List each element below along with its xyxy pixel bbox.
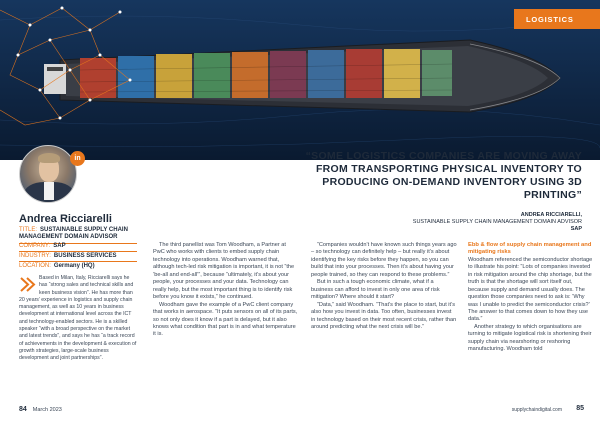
title-value: SUSTAINABLE SUPPLY CHAIN MANAGEMENT DOMAIN ADVISOR: [19, 227, 128, 241]
bio-text: Based in Milan, Italy, Ricciarelli says he has “strong sales and technical skills and keen business vision”. He has more than 20 years’ experience in logistics and supply chain management, as well as 10 years in business development at international level across the ICT and technology-enabled sectors. He is a skilled speaker “with a broad perspective on the market and latest trends”, and says he has “a track record of achievements in the development & execution of growth strategies, large-scale business development and joint partnerships”.: [19, 275, 137, 362]
subheading: Ebb & flow of supply chain management and mitigating risks: [468, 242, 592, 256]
paragraph: Another strategy to which organisations are turning to mitigate logistical risk is shortening their supply chain via nearshoring or reshoring manufacturing. Woodham told: [468, 323, 592, 353]
title-key: TITLE:: [19, 227, 38, 233]
company-value: SAP: [53, 243, 66, 249]
paragraph: Woodham referenced the semiconductor shortage to illustrate his point: “Lots of companies invested in risk mitigation around the chip shortage, but the truth is that the shortage will sort itself out, because supply and demand usually does. The question those companies need to ask is: ‘Why was I unable to predict the semiconductor crisis?’ The answer to that comes down to how they use data.”: [468, 256, 593, 323]
industry-value: BUSINESS SERVICES: [53, 253, 117, 259]
page-number-right: 85: [576, 405, 584, 412]
paragraph: “Data,” said Woodham. “That’s the place to start, but it’s also how you invest in data. Too often, businesses invest in technology based on their most recent crisis, rather than around predicting what the next crisis will be.”: [311, 301, 457, 330]
profile-industry: [19, 253, 137, 262]
pull-quote: “SOME LOGISTICS COMPANIES ARE MOVING AWAY FROM TRANSPORTING PHYSICAL INVENTORY TO PRODUCING ON-DEMAND INVENTORY USING 3D PRINTING”: [305, 150, 582, 201]
issue-date: March 2023: [32, 407, 62, 413]
body-column-2: [311, 242, 457, 331]
profile-title: [19, 227, 137, 244]
website[interactable]: supplychaindigital.com: [511, 407, 562, 413]
attribution-role: SUSTAINABLE SUPPLY CHAIN MANAGEMENT DOMAIN ADVISOR: [412, 219, 582, 225]
profile-bio: [19, 275, 139, 363]
paragraph: The third panellist was Tom Woodham, a Partner at PwC who works with clients to embed supply chain technology into operations. Woodham warned that, although tech-led risk mitigation is important, it is not “the ‘be-all and end-all’”, because “ultimately, it’s about your people, your processes and your data. Technology can really help, but the most important thing is to identify risk before you know it exists,” he continued.: [153, 242, 295, 301]
quote-attribution: [413, 212, 582, 233]
body-column-3: [468, 242, 593, 354]
network-decoration: [0, 0, 160, 140]
quote-chevron-icon: [19, 276, 36, 293]
attribution-name: ANDREA RICCIARELLI,: [520, 212, 582, 218]
profile-location: [19, 263, 137, 271]
profile-company: [19, 243, 137, 252]
company-key: COMPANY:: [19, 243, 51, 249]
profile-name: Andrea Ricciarelli: [19, 213, 112, 225]
section-label: LOGISTICS: [514, 9, 600, 29]
paragraph: Woodham gave the example of a PwC client company that works in aerospace. “It puts sensors on all of its parts, so not only does it know if a part is delayed, but it also knows what condition that part is in and what temperature it is.: [153, 301, 298, 338]
footer-left: [19, 406, 62, 413]
paragraph: “Companies wouldn’t have known such things years ago – so technology can definitely help – but really it’s about identifying the key risks before they happen, so you can build that into your processes. Then it’s about having your people trained, so they can respond to these problems.”: [311, 242, 457, 278]
body-column-1: [153, 242, 299, 339]
location-key: LOCATION:: [19, 263, 51, 269]
attribution-company: SAP: [570, 226, 582, 232]
linkedin-icon[interactable]: in: [70, 151, 85, 166]
paragraph: But in such a tough economic climate, what if a business can afford to invest in only one area of risk mitigation? Where should it start?: [311, 279, 440, 301]
page-number-left: 84: [19, 406, 27, 413]
industry-key: INDUSTRY:: [19, 253, 51, 259]
avatar: [19, 145, 77, 203]
location-value: Germany (HQ): [53, 263, 95, 269]
